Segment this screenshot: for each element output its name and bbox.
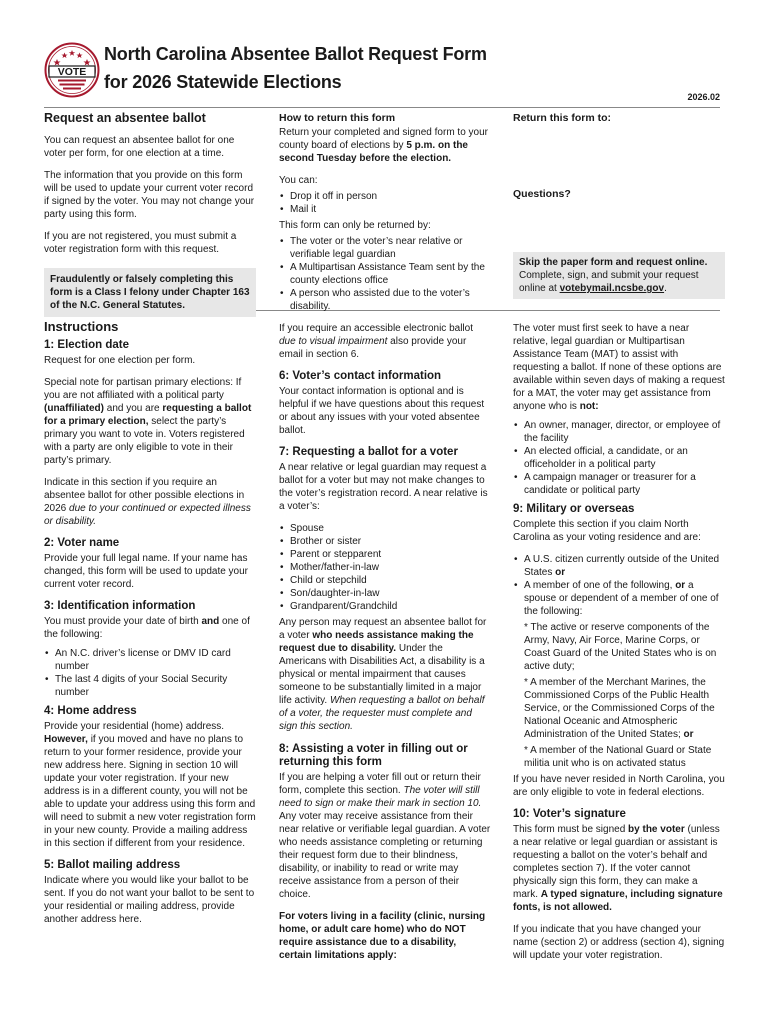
questions-heading: Questions? [513,188,571,200]
list-item: • Son/daughter-in-law [279,587,491,600]
return-section [279,112,491,316]
paragraph: If you have never resided in North Carolina, you are only eligible to vote in federal elections. [513,774,725,798]
paragraph: Complete this section if you claim North Carolina as your voting residence and are: [513,519,701,543]
paragraph: Your contact information is optional and is helpful if we have questions about this request or about any issues with your voted absentee ballot. [279,386,485,436]
section-title: 2: Voter name [44,537,120,549]
section-title: 8: Assisting a voter in filling out or returning this form [279,743,468,768]
paragraph: Any person may request an absentee ballot for a voter who needs assistance making the request due to disability. Under the Americans with Disabilities Act, a disability is a physical or mental impairment that causes someone to be substantially limited in a major life activity. When requesting a ballot on behalf of a voter, the requester must complete and sign this section. [279,617,487,732]
form-title-line2: for 2026 Statewide Elections [104,72,342,92]
paragraph: Provide your full legal name. If your name has changed, this form will be used to update your current voter record. [44,553,249,590]
list-item: • Child or stepchild [279,574,491,587]
paragraph: Indicate in this section if you require an absentee ballot for other possible elections in 2026 due to your continued or expected illness or disability. [44,477,251,527]
list-item: • An elected official, a candidate, or an officeholder in a political party [513,445,725,471]
paragraph: If you indicate that you have changed your name (section 2) or address (section 4), signing will update your voter registration. [513,924,725,961]
felony-warning: Fraudulently or falsely completing this form is a Class I felony under Chapter 163 of the N.C. General Statutes. [44,268,256,317]
list-item: • A member of one of the following, or a spouse or dependent of a member of one of the following: [513,579,725,618]
paragraph: This form must be signed by the voter (unless a near relative or legal guardian or assistant is requesting a ballot on the voter’s behalf and completes section 7). If the voter cannot physically sign this form, they can make a mark. A typed signature, including signature fonts, is not allowed. [513,824,723,913]
section-title: 1: Election date [44,339,129,351]
contact-section [513,112,725,299]
online-link[interactable]: votebymail.ncsbe.gov [559,283,665,294]
section-title: 6: Voter’s contact information [279,370,442,382]
online-request-box: Skip the paper form and request online. Complete, sign, and submit your request online at votebymail.ncsbe.gov. [513,252,725,299]
you-can-label: You can: [279,175,318,186]
sub-item: * The active or reserve components of the Army, Navy, Air Force, Marine Corps, or Coast Guard of the United States who is on active duty; [524,622,717,672]
instructions-col1 [44,320,256,935]
section-title: 9: Military or overseas [513,503,635,515]
document-number: 2026.02 [687,92,720,102]
list-item: • The last 4 digits of your Social Security number [44,673,256,699]
return-deadline: 5 p.m. on the second Tuesday before the election. [279,140,468,164]
header-divider [44,107,720,108]
sub-item: * A member of the Merchant Marines, the Commissioned Corps of the Public Health Service, or the Commissioned Corps of the National Oceanic and Atmospheric Administration of the United States; or [524,677,715,740]
list-item: • Grandparent/Grandchild [279,600,491,613]
paragraph: Special note for partisan primary elections: If you are not affiliated with a political party (unaffiliated) and you are requesting a ballot for a primary election, select the party’s primary you want to vote in. Voters registered with a party are only eligible to vote in their party’s primary. [44,377,252,466]
list-item: • Mail it [279,203,491,216]
section-title: 10: Voter’s signature [513,808,626,820]
form-title-line1: North Carolina Absentee Ballot Request Form [104,44,487,64]
section-title: 5: Ballot mailing address [44,859,181,871]
list-item: • A U.S. citizen currently outside of the United States or [513,553,725,579]
sub-item: * A member of the National Guard or State militia unit who is on activated status [524,745,712,769]
online-bold: Skip the paper form and request online. [519,257,708,268]
seal-text: VOTE [57,66,87,79]
list-item: • An owner, manager, director, or employee of the facility [513,419,725,445]
list-item: • Brother or sister [279,535,491,548]
vote-seal-icon [44,42,100,98]
paragraph: You must provide your date of birth and one of the following: [44,616,250,640]
list-item: • A person who assisted due to the voter’s disability. [279,287,491,313]
paragraph: Request for one election per form. [44,355,196,366]
section-title: 7: Requesting a ballot for a voter [279,446,458,458]
paragraph: The voter must first seek to have a near relative, legal guardian or Multipartisan Assistance Team (MAT) to assist with requesting a ballot. If none of these options are available within seven days of making a request for a MAT, the voter may get assistance from anyone who is not: [513,323,725,412]
list-item: • A Multipartisan Assistance Team sent by the county elections office [279,261,491,287]
paragraph: If you are helping a voter fill out or return their form, complete this section. The voter will still need to sign or make their mark in section 10. Any voter may receive assistance from their near relative or verifiable legal guardian. A voter who needs assistance completing or returning their request form due to their blindness, disability, or inability to read or write may receive assistance from a person of their choice. [279,772,491,900]
paragraph: Indicate where you would like your ballot to be sent. If you do not want your ballot to be sent to your residential or mailing address, provide another address here. [44,875,255,925]
request-heading: Request an absentee ballot [44,111,206,125]
list-item: • Mother/father-in-law [279,561,491,574]
section-title: 4: Home address [44,705,137,717]
return-to-heading: Return this form to: [513,112,611,124]
paragraph: Provide your residential (home) address. However, if you moved and have no plans to return to your former residence, provide your new address here. Signing in section 10 will update your voter registration. If your new address is in a different county, you will not be able to update your address using this form and will need to submit a new voter registration form in your new county. Provide a mailing address in this section if different from your residence. [44,721,256,849]
list-item: • Drop it off in person [279,190,491,203]
request-p1: You can request an absentee ballot for one voter per form, for one election at a time. [44,135,235,159]
request-p3: If you are not registered, you must submit a voter registration form with this request. [44,231,237,255]
list-item: • Spouse [279,522,491,535]
online-text: Complete, sign, and submit your request online at [519,270,699,294]
section-title: 3: Identification information [44,600,196,612]
list-item: • The voter or the voter’s near relative or verifiable legal guardian [279,235,491,261]
request-p2: The information that you provide on this form will be used to update your current voter record if signed by the voter. You may not change your party using this form. [44,170,255,220]
paragraph: A near relative or legal guardian may request a ballot for a voter but may not make changes to the voter’s registration record. A near relative is a voter’s: [279,462,488,512]
instructions-col3 [513,322,725,971]
list-item: • A campaign manager or treasurer for a candidate or political party [513,471,725,497]
only-returned-label: This form can only be returned by: [279,220,431,231]
list-item: • Parent or stepparent [279,548,491,561]
instructions-col2 [279,322,491,971]
paragraph: If you require an accessible electronic ballot due to visual impairment also provide your email in section 6. [279,323,473,360]
return-intro: Return your completed and signed form to your county board of elections by [279,127,488,151]
instructions-heading: Instructions [44,319,119,334]
paragraph: For voters living in a facility (clinic, nursing home, or adult care home) who do NOT require assistance due to a disability, certain limitations apply: [279,911,486,961]
request-section [44,112,256,317]
list-item: • An N.C. driver’s license or DMV ID card number [44,647,256,673]
return-heading: How to return this form [279,112,396,124]
